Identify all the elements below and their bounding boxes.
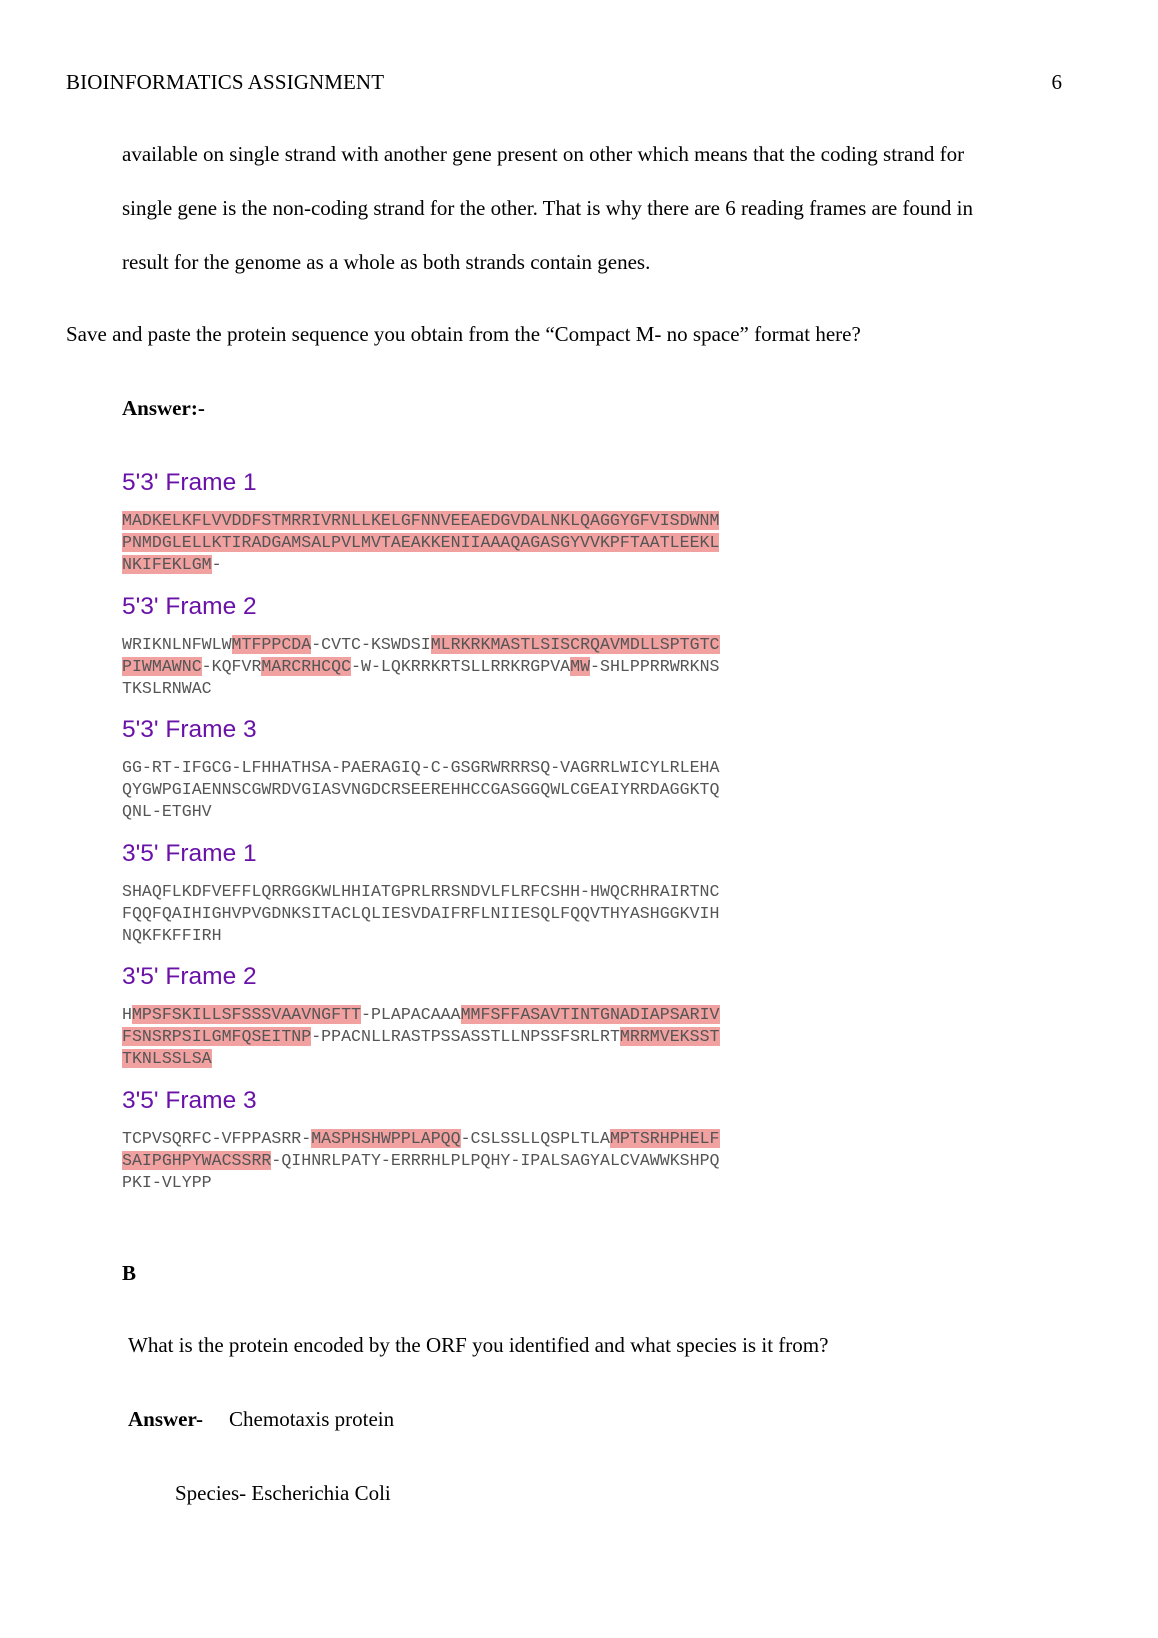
sequence-line: [122, 881, 842, 903]
sequence-segment: -PPACNLLRASTPSSASSTLLNPSSFSRLRT: [311, 1027, 620, 1047]
frame-block: [122, 714, 842, 838]
orf-highlight: MARCRHCQC: [261, 656, 352, 676]
answer-species: Species- Escherichia Coli: [175, 1481, 391, 1505]
sequence-line: [122, 634, 842, 656]
sequence-segment: -W-LQKRRKRTSLLRRKRGPVA: [351, 656, 571, 676]
header-title: BIOINFORMATICS ASSIGNMENT: [66, 70, 385, 94]
frame-block: [122, 467, 842, 591]
sequence-line: [122, 801, 842, 823]
answer-protein: [128, 1407, 394, 1432]
frame-heading: 5'3' Frame 3: [122, 716, 257, 744]
sequence-segment: TCPVSQRFC-VFPPASRR-: [122, 1128, 312, 1148]
frame-block: [122, 591, 842, 715]
sequence-line: [122, 1150, 842, 1172]
orf-highlight: MLRKRKMASTLSISCRQAVMDLLSPTGTC: [430, 634, 720, 654]
sequence-segment: FQQFQAIHIGHVPVGDNKSITACLQLIESVDAIFRFLNIIESQLFQQVTHYASHGGKVIH: [122, 903, 720, 923]
sequence-segment: -: [211, 555, 222, 574]
frame-sequence: [122, 881, 842, 947]
sequence-segment: -CSLSSLLQSPLTLA: [460, 1128, 610, 1148]
sequence-segment: QYGWPGIAENNSCGWRDVGIASVNGDCRSEEREHHCCGASGGQWLCGEAIYRRDAGGKTQ: [122, 780, 720, 800]
page-number: 6: [1051, 70, 1062, 94]
sequence-segment: -PLAPACAAA: [361, 1005, 461, 1025]
answer-protein-label: Answer-: [128, 1407, 204, 1431]
sequence-segment: -KQFVR: [201, 656, 262, 676]
frame-sequence: [122, 1004, 842, 1070]
frame-sequence: [122, 757, 842, 823]
frame-sequence: [122, 634, 842, 700]
frame-heading: 5'3' Frame 1: [122, 469, 257, 496]
sequence-segment: -CVTC-KSWDSI: [311, 634, 431, 654]
intro-line-1: available on single strand with another gene present on other which means that the coding strand for: [122, 142, 965, 166]
sequence-line: [122, 554, 842, 576]
sequence-segment: -SHLPPRRWRKNS: [590, 656, 720, 676]
frame-block: [122, 961, 842, 1085]
sequence-segment: QNL-ETGHV: [122, 802, 212, 822]
orf-highlight: MPTSRHPHELF: [609, 1128, 720, 1148]
sequence-segment: H: [122, 1005, 132, 1025]
frame-heading: 3'5' Frame 2: [122, 963, 257, 991]
answer-label: Answer:-: [122, 396, 205, 420]
intro-line-2: single gene is the non-coding strand for the other. That is why there are 6 reading frames are found in: [122, 196, 974, 220]
sequence-segment: TKSLRNWAC: [122, 678, 212, 698]
sequence-line: [122, 1048, 842, 1070]
frame-block: [122, 1085, 842, 1209]
sequence-segment: PKI-VLYPP: [122, 1172, 212, 1192]
orf-highlight: PIWMAWNC: [122, 656, 202, 676]
orf-highlight: MRRMVEKSST: [619, 1027, 720, 1047]
sequence-line: [122, 510, 842, 532]
sequence-line: [122, 656, 842, 678]
sequence-segment: -QIHNRLPATY-ERRRHLPLPQHY-IPALSAGYALCVAWWKSHPQ: [271, 1150, 720, 1170]
frame-heading: 3'5' Frame 1: [122, 839, 257, 867]
orf-highlight: TKNLSSLSA: [122, 1049, 212, 1069]
orf-highlight: MW: [570, 656, 591, 676]
sequence-segment: GG-RT-IFGCG-LFHHATHSA-PAERAGIQ-C-GSGRWRRRSQ-VAGRRLWICYLRLEHA: [122, 758, 720, 778]
frame-sequence: [122, 510, 842, 576]
orf-highlight: MMFSFFASAVTINTGNADIAPSARIV: [460, 1005, 720, 1025]
sequence-line: [122, 1004, 842, 1026]
frame-heading: 3'5' Frame 3: [122, 1086, 257, 1114]
question-compact-format: Save and paste the protein sequence you obtain from the “Compact M- no space” format here?: [66, 322, 861, 346]
question-protein-species: What is the protein encoded by the ORF you identified and what species is it from?: [128, 1333, 829, 1357]
sequence-line: [122, 532, 842, 554]
sequence-line: [122, 678, 842, 700]
reading-frames: [122, 467, 842, 1209]
orf-highlight: FSNSRPSILGMFQSEITNP: [122, 1027, 312, 1047]
intro-line-3: result for the genome as a whole as both strands contain genes.: [122, 250, 651, 274]
answer-protein-value: Chemotaxis protein: [229, 1407, 395, 1431]
sequence-line: [122, 1026, 842, 1048]
frame-sequence: [122, 1128, 842, 1194]
frame-heading: 5'3' Frame 2: [122, 592, 257, 620]
sequence-line: [122, 779, 842, 801]
intro-paragraph: [122, 127, 1082, 289]
sequence-line: [122, 1172, 842, 1194]
orf-highlight: PNMDGLELLKTIRADGAMSALPVLMVTAEAKKENIIAAAQAGASGYVVKPFTAATLEEKL: [122, 533, 720, 552]
frame-block: [122, 838, 842, 962]
sequence-segment: NQKFKFFIRH: [122, 925, 222, 945]
sequence-line: [122, 757, 842, 779]
section-b-label: B: [122, 1261, 137, 1285]
sequence-segment: SHAQFLKDFVEFFLQRRGGKWLHHIATGPRLRRSNDVLFLRFCSHH-HWQCRHRAIRTNC: [122, 881, 720, 901]
sequence-line: [122, 1128, 842, 1150]
sequence-line: [122, 903, 842, 925]
sequence-line: [122, 925, 842, 947]
orf-highlight: SAIPGHPYWACSSRR: [122, 1150, 272, 1170]
orf-highlight: NKIFEKLGM: [122, 555, 212, 574]
orf-highlight: MADKELKFLVVDDFSTMRRIVRNLLKELGFNNVEEAEDGVDALNKLQAGGYGFVISDWNM: [122, 511, 720, 530]
orf-highlight: MTFPPCDA: [231, 634, 312, 654]
sequence-segment: WRIKNLNFWLW: [122, 634, 232, 654]
orf-highlight: MASPHSHWPPLAPQQ: [311, 1128, 461, 1148]
orf-highlight: MPSFSKILLSFSSSVAAVNGFTT: [131, 1005, 361, 1025]
